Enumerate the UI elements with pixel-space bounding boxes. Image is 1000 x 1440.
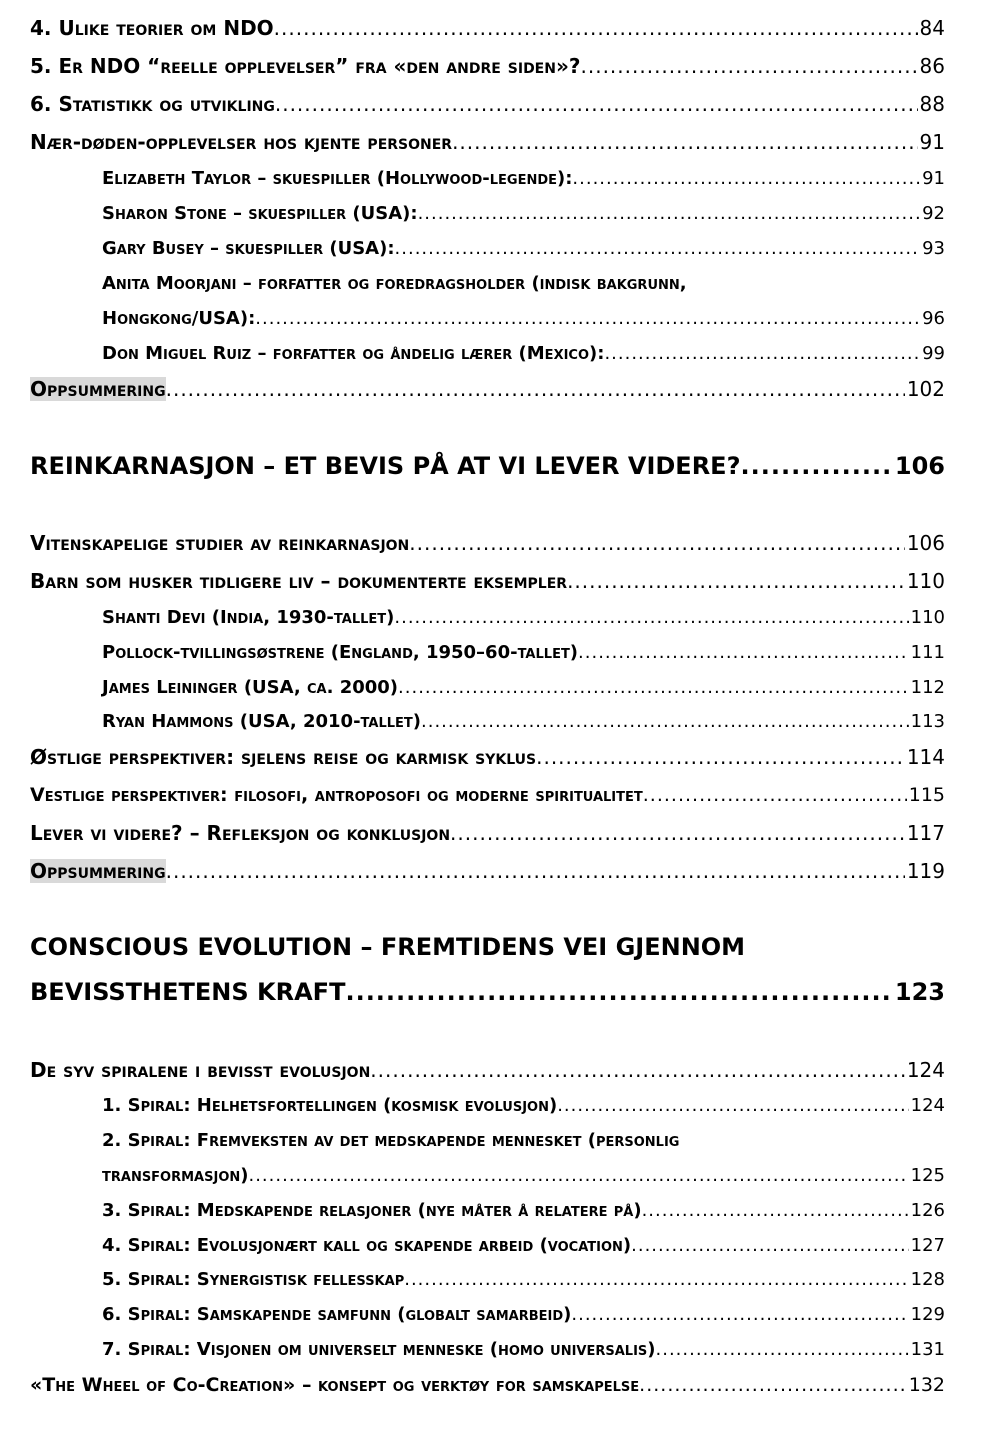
toc-entry-title: De syv spiralene i bevisst evolusjon	[30, 1058, 371, 1082]
dot-leader	[572, 168, 920, 189]
toc-subentry[interactable]	[102, 1200, 945, 1221]
dot-leader	[604, 343, 920, 364]
dot-leader	[370, 1058, 905, 1082]
dot-leader	[450, 821, 905, 845]
toc-subentry[interactable]	[102, 1235, 945, 1256]
dot-leader	[418, 203, 921, 224]
toc-subentry[interactable]	[102, 1095, 945, 1116]
dot-leader	[394, 607, 908, 628]
toc-subentry[interactable]	[102, 711, 945, 732]
toc-entry-page: 132	[908, 1374, 945, 1396]
dot-leader	[567, 569, 905, 593]
toc-entry-title: Hongkong/USA):	[102, 308, 256, 329]
dot-leader	[656, 1339, 909, 1360]
dot-leader	[578, 642, 909, 663]
dot-leader	[639, 1374, 907, 1396]
toc-entry[interactable]	[30, 569, 945, 593]
toc-entry-summary[interactable]	[30, 377, 945, 401]
dot-leader	[345, 978, 892, 1006]
toc-entry-page: 111	[910, 642, 945, 663]
toc-entry-title: Vestlige perspektiver: filosofi, antroposofi og moderne spiritualitet	[30, 784, 643, 806]
toc-entry-title: Vitenskapelige studier av reinkarnasjon	[30, 531, 410, 555]
dot-leader	[248, 1165, 908, 1186]
toc-entry-title: «The Wheel of Co-Creation» – konsept og verktøy for samskapelse	[30, 1374, 640, 1396]
toc-entry[interactable]	[30, 54, 945, 78]
toc-entry[interactable]	[30, 821, 945, 845]
toc-entry-title: James Leininger (USA, ca. 2000)	[102, 677, 399, 698]
toc-entry-page: 115	[908, 784, 945, 806]
dot-leader	[581, 54, 918, 78]
toc-entry[interactable]	[30, 16, 945, 40]
toc-entry-page: 127	[910, 1235, 945, 1256]
toc-subentry[interactable]	[102, 343, 945, 364]
toc-entry[interactable]	[30, 531, 945, 555]
toc-entry-page: 131	[910, 1339, 945, 1360]
toc-subentry-first-line[interactable]: Anita Moorjani – forfatter og foredragsholder (indisk bakgrunn,	[102, 273, 687, 294]
toc-entry-title: Shanti Devi (India, 1930-tallet)	[102, 607, 395, 628]
toc-entry-page: 125	[910, 1165, 945, 1186]
dot-leader	[571, 1304, 908, 1325]
toc-entry-page: 93	[922, 238, 945, 259]
toc-entry-title: 1. Spiral: Helhetsfortellingen (kosmisk evolusjon)	[102, 1095, 558, 1116]
toc-entry-page: 124	[910, 1095, 945, 1116]
toc-chapter-title: BEVISSTHETENS KRAFT	[30, 978, 346, 1006]
toc-entry-title: Don Miguel Ruiz – forfatter og åndelig lærer (Mexico):	[102, 343, 605, 364]
toc-entry-title: Ryan Hammons (USA, 2010-tallet)	[102, 711, 422, 732]
dot-leader	[409, 531, 905, 555]
toc-entry-page: 106	[906, 531, 945, 555]
toc-subentry[interactable]	[102, 1269, 945, 1290]
toc-entry-title: Østlige perspektiver: sjelens reise og karmisk syklus	[30, 745, 537, 769]
toc-subentry[interactable]	[102, 607, 945, 628]
toc-entry[interactable]	[30, 1058, 945, 1082]
toc-chapter[interactable]	[30, 978, 945, 1006]
dot-leader	[642, 1200, 909, 1221]
toc-subentry[interactable]	[102, 308, 945, 329]
toc-entry-page: 91	[919, 130, 945, 154]
toc-entry-title: Barn som husker tidligere liv – dokumenterte eksempler	[30, 569, 568, 593]
dot-leader	[404, 1269, 908, 1290]
toc-entry-title: Pollock-tvillingsøstrene (England, 1950–60-tallet)	[102, 642, 579, 663]
toc-entry-page: 96	[922, 308, 945, 329]
dot-leader	[421, 711, 909, 732]
dot-leader	[631, 1235, 909, 1256]
dot-leader	[274, 16, 918, 40]
dot-leader	[557, 1095, 908, 1116]
toc-entry-page: 124	[906, 1058, 945, 1082]
toc-entry-title: 4. Spiral: Evolusjonært kall og skapende arbeid (vocation)	[102, 1235, 632, 1256]
toc-chapter-page: 123	[894, 978, 945, 1006]
toc-entry-title: 6. Spiral: Samskapende samfunn (globalt samarbeid)	[102, 1304, 572, 1325]
toc-subentry[interactable]	[102, 1339, 945, 1360]
toc-entry-title: 4. Ulike teorier om NDO	[30, 16, 274, 40]
toc-entry-page: 114	[906, 745, 945, 769]
dot-leader	[166, 377, 905, 401]
toc-entry-page: 129	[910, 1304, 945, 1325]
dot-leader	[395, 238, 921, 259]
toc-subentry-first-line[interactable]: 2. Spiral: Fremveksten av det medskapende mennesket (personlig	[102, 1130, 680, 1151]
toc-entry-page: 128	[910, 1269, 945, 1290]
toc-subentry[interactable]	[102, 203, 945, 224]
dot-leader	[398, 677, 909, 698]
toc-entry-title: Oppsummering	[30, 377, 166, 401]
toc-entry-title: 5. Er NDO “reelle opplevelser” fra «den andre siden»?	[30, 54, 581, 78]
toc-entry-title: Sharon Stone – skuespiller (USA):	[102, 203, 418, 224]
toc-entry-page: 119	[906, 859, 945, 883]
toc-entry[interactable]	[30, 92, 945, 116]
toc-entry-page: 91	[922, 168, 945, 189]
toc-entry-page: 126	[910, 1200, 945, 1221]
toc-entry-page: 92	[922, 203, 945, 224]
toc-entry-title: Gary Busey – skuespiller (USA):	[102, 238, 395, 259]
toc-entry-summary[interactable]	[30, 859, 945, 883]
toc-entry-page: 102	[906, 377, 945, 401]
toc-subentry[interactable]	[102, 238, 945, 259]
toc-entry-title: 5. Spiral: Synergistisk fellesskap	[102, 1269, 405, 1290]
dot-leader	[275, 92, 918, 116]
dot-leader	[452, 130, 917, 154]
toc-subentry[interactable]	[102, 1304, 945, 1325]
toc-entry[interactable]	[30, 1374, 945, 1396]
toc-entry-page: 110	[910, 607, 945, 628]
toc-entry-page: 113	[910, 711, 945, 732]
toc-chapter-first-line[interactable]: CONSCIOUS EVOLUTION – FREMTIDENS VEI GJENNOM	[30, 933, 746, 961]
toc-entry-title: Oppsummering	[30, 859, 166, 883]
toc-entry-title: transformasjon)	[102, 1165, 249, 1186]
toc-entry-page: 117	[906, 821, 945, 845]
toc-entry-title: Elizabeth Taylor – skuespiller (Hollywood-legende):	[102, 168, 573, 189]
toc-entry-page: 112	[910, 677, 945, 698]
toc-entry-page: 110	[906, 569, 945, 593]
dot-leader	[741, 452, 893, 480]
toc-entry-title: Lever vi videre? – Refleksjon og konklusjon	[30, 821, 451, 845]
toc-entry-page: 99	[922, 343, 945, 364]
toc-entry-page: 86	[919, 54, 945, 78]
toc-subentry[interactable]	[102, 677, 945, 698]
toc-entry[interactable]	[30, 745, 945, 769]
toc-entry-page: 84	[919, 16, 945, 40]
toc-subentry[interactable]	[102, 1165, 945, 1186]
toc-entry[interactable]	[30, 130, 945, 154]
toc-chapter-title: REINKARNASJON – ET BEVIS PÅ AT VI LEVER VIDERE?	[30, 452, 741, 480]
dot-leader	[166, 859, 905, 883]
toc-entry-title: 3. Spiral: Medskapende relasjoner (nye måter å relatere på)	[102, 1200, 642, 1221]
toc-entry-page: 88	[919, 92, 945, 116]
toc-chapter[interactable]	[30, 452, 945, 480]
toc-subentry[interactable]	[102, 642, 945, 663]
dot-leader	[536, 745, 905, 769]
toc-chapter-page: 106	[894, 452, 945, 480]
toc-entry[interactable]	[30, 784, 945, 806]
toc-subentry[interactable]	[102, 168, 945, 189]
dot-leader	[255, 308, 920, 329]
toc-entry-title: 6. Statistikk og utvikling	[30, 92, 275, 116]
toc-entry-title: 7. Spiral: Visjonen om universelt menneske (homo universalis)	[102, 1339, 656, 1360]
dot-leader	[643, 784, 907, 806]
toc-entry-title: Nær-døden-opplevelser hos kjente personer	[30, 130, 453, 154]
